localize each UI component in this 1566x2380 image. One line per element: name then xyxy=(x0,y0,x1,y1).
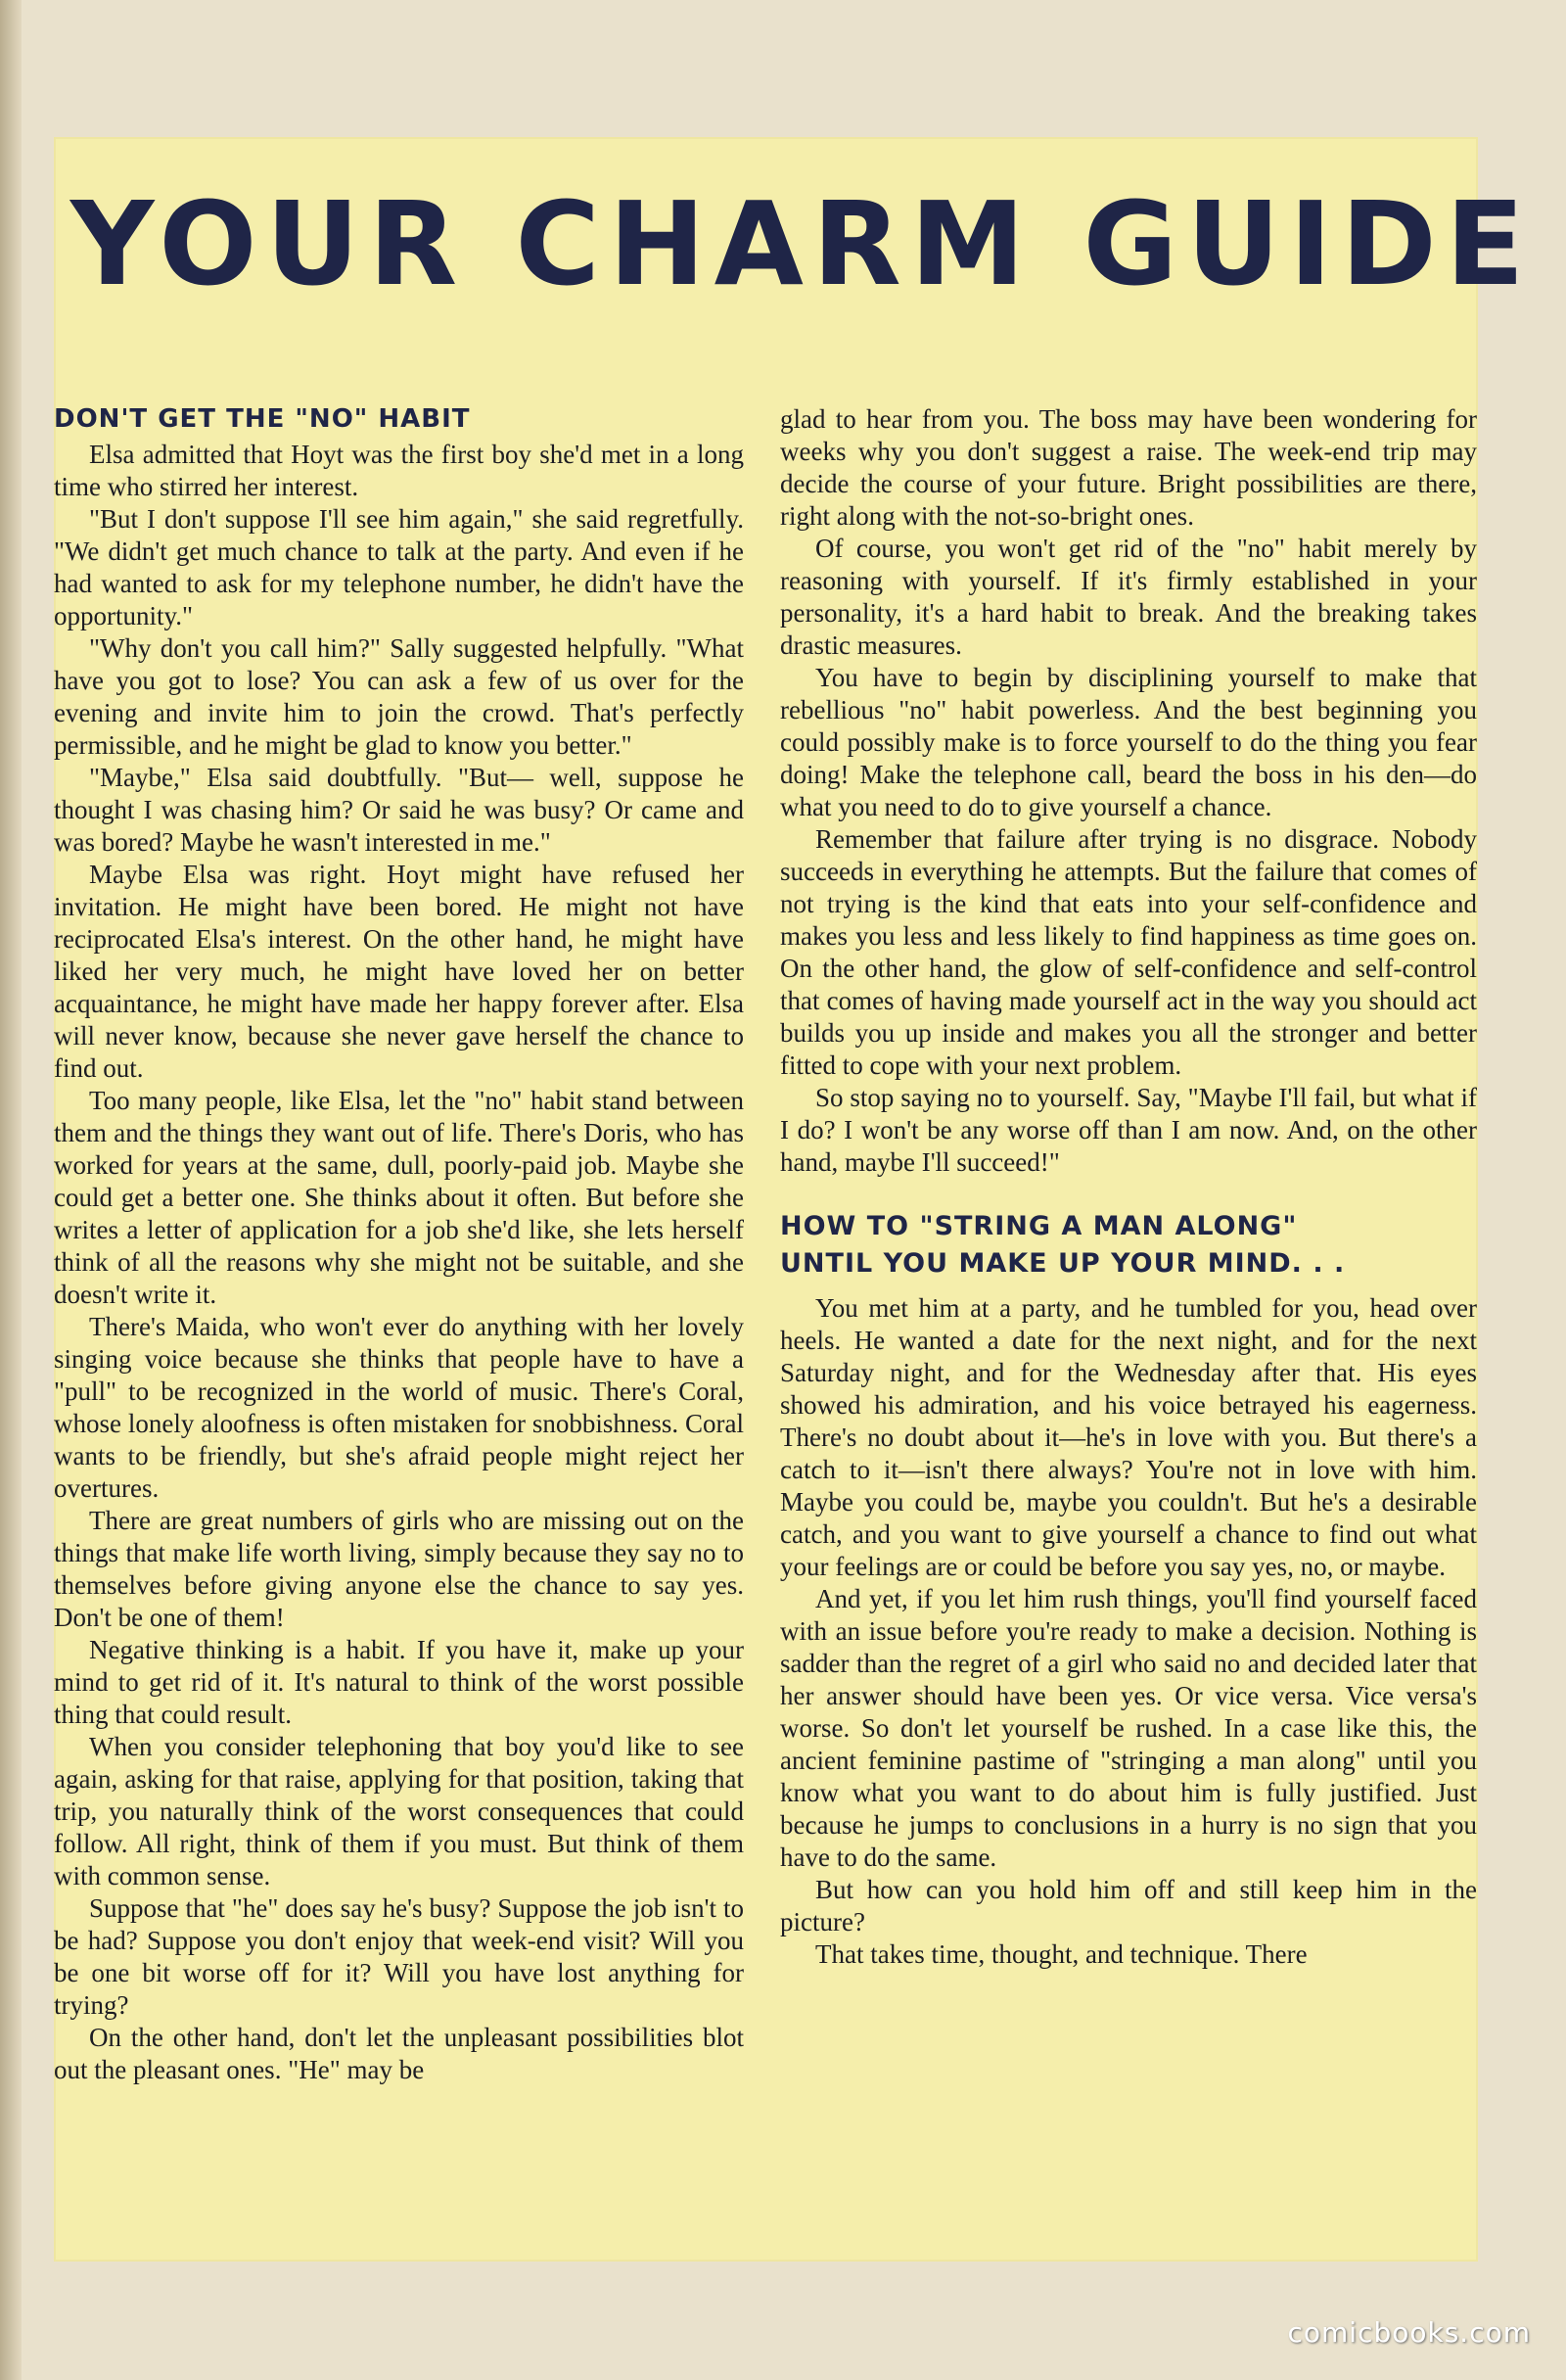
paragraph: "But I don't suppose I'll see him again," she said regretfully. "We didn't get much chance to talk at the party. And even if he had wanted to ask for my telephone number, he didn't have the opportunity." xyxy=(54,504,744,630)
heading-line: HOW TO "STRING A MAN ALONG" xyxy=(780,1211,1298,1241)
paragraph: On the other hand, don't let the unpleasant possibilities blot out the pleasant ones. "He" may be xyxy=(54,2023,744,2084)
section-heading-no-habit: DON'T GET THE "NO" HABIT xyxy=(54,404,471,434)
left-column xyxy=(54,401,744,2086)
paragraph: There are great numbers of girls who are missing out on the things that make life worth living, simply because they say no to themselves before giving anyone else the chance to say yes. Don't be one of them! xyxy=(54,1506,744,1632)
paragraph: "Why don't you call him?" Sally suggested helpfully. "What have you got to lose? You can ask a few of us over for the evening and invite him to join the crowd. That's perfectly permissible, and he might be glad to know you better." xyxy=(54,633,744,760)
page-edge xyxy=(0,0,22,2380)
paragraph: When you consider telephoning that boy you'd like to see again, asking for that raise, applying for that position, taking that trip, you naturally think of the worst consequences that could follow. All right, think of them if you must. But think of them with common sense. xyxy=(54,1732,744,1890)
paragraph: Too many people, like Elsa, let the "no" habit stand between them and the things they want out of life. There's Doris, who has worked for years at the same, dull, poorly-paid job. Maybe she could get a better one. She thinks about it often. But before she writes a letter of application for a job she'd like, she lets herself think of all the reasons why she might not be suitable, and she doesn't write it. xyxy=(54,1086,744,1309)
right-column xyxy=(780,403,1477,1971)
paragraph: And yet, if you let him rush things, you'll find yourself faced with an issue before you're ready to make a decision. Nothing is sadder than the regret of a girl who said no and decided later that her answer should have been yes. Or vice versa. Vice versa's worse. So don't let yourself be rushed. In a case like this, the ancient feminine pastime of "stringing a man along" until you know what you want to do about him is fully justified. Just because he jumps to conclusions in a hurry is no sign that you have to do the same. xyxy=(780,1584,1477,1872)
paragraph: Elsa admitted that Hoyt was the first boy she'd met in a long time who stirred her interest. xyxy=(54,440,744,501)
paragraph: There's Maida, who won't ever do anything with her lovely singing voice because she thinks that people have to have a "pull" to be recognized in the world of music. There's Coral, whose lonely aloofness is often mistaken for snobbishness. Coral wants to be friendly, but she's afraid people might reject her overtures. xyxy=(54,1312,744,1503)
page-title: YOUR CHARM GUIDE xyxy=(70,176,1534,311)
paragraph: Of course, you won't get rid of the "no" habit merely by reasoning with yourself. If it's firmly established in your personality, it's a hard habit to break. And the breaking takes drastic measures. xyxy=(780,534,1477,660)
watermark: comicbooks.com xyxy=(1287,2316,1531,2349)
paragraph: Remember that failure after trying is no disgrace. Nobody succeeds in everything he attempts. But the failure that comes of not trying is the kind that eats into your self-confidence and makes you less and less likely to find happiness as time goes on. On the other hand, the glow of self-confidence and self-control that comes of having made yourself act in the way you should act builds you up inside and makes you all the stronger and better fitted to cope with your next problem. xyxy=(780,824,1477,1080)
paragraph: Maybe Elsa was right. Hoyt might have refused her invitation. He might have been bored. He might not have reciprocated Elsa's interest. On the other hand, he might have liked her very much, he might have loved her on better acquaintance, he might have made her happy forever after. Elsa will never know, because she never gave herself the chance to find out. xyxy=(54,860,744,1083)
paragraph: But how can you hold him off and still keep him in the picture? xyxy=(780,1875,1477,1937)
paragraph: "Maybe," Elsa said doubtfully. "But— well, suppose he thought I was chasing him? Or said he was busy? Or came and was bored? Maybe he wasn't interested in me." xyxy=(54,763,744,857)
paragraph: You have to begin by disciplining yourself to make that rebellious "no" habit powerless. And the best beginning you could possibly make is to force yourself to do the thing you fear doing! Make the telephone call, beard the boss in his den—do what you need to do to give yourself a chance. xyxy=(780,663,1477,821)
paragraph: Negative thinking is a habit. If you have it, make up your mind to get rid of it. It's natural to think of the worst possible thing that could result. xyxy=(54,1635,744,1729)
paragraph: So stop saying no to yourself. Say, "Maybe I'll fail, but what if I do? I won't be any worse off than I am now. And, on the other hand, maybe I'll succeed!" xyxy=(780,1083,1477,1177)
paragraph-continuation: glad to hear from you. The boss may have been wondering for weeks why you don't suggest a raise. The week-end trip may decide the course of your future. Bright possibilities are there, right along with the not-so-bright ones. xyxy=(780,404,1477,531)
section-heading-string-along xyxy=(780,1208,1477,1283)
heading-line: UNTIL YOU MAKE UP YOUR MIND. . . xyxy=(780,1248,1346,1279)
paragraph: You met him at a party, and he tumbled for you, head over heels. He wanted a date for the next night, and for the next Saturday night, and for the Wednesday after that. His eyes showed his admiration, and his voice betrayed his eagerness. There's no doubt about it—he's in love with you. But there's a catch to it—isn't there always? You're not in love with him. Maybe you could be, maybe you couldn't. But he's a desirable catch, and you want to give yourself a chance to find out what your feelings are or could be before you say yes, no, or maybe. xyxy=(780,1293,1477,1581)
paragraph: That takes time, thought, and technique. There xyxy=(815,1939,1308,1969)
paragraph: Suppose that "he" does say he's busy? Suppose the job isn't to be had? Suppose you don't enjoy that week-end visit? Will you be one bit worse off for it? Will you have lost anything for trying? xyxy=(54,1893,744,2020)
